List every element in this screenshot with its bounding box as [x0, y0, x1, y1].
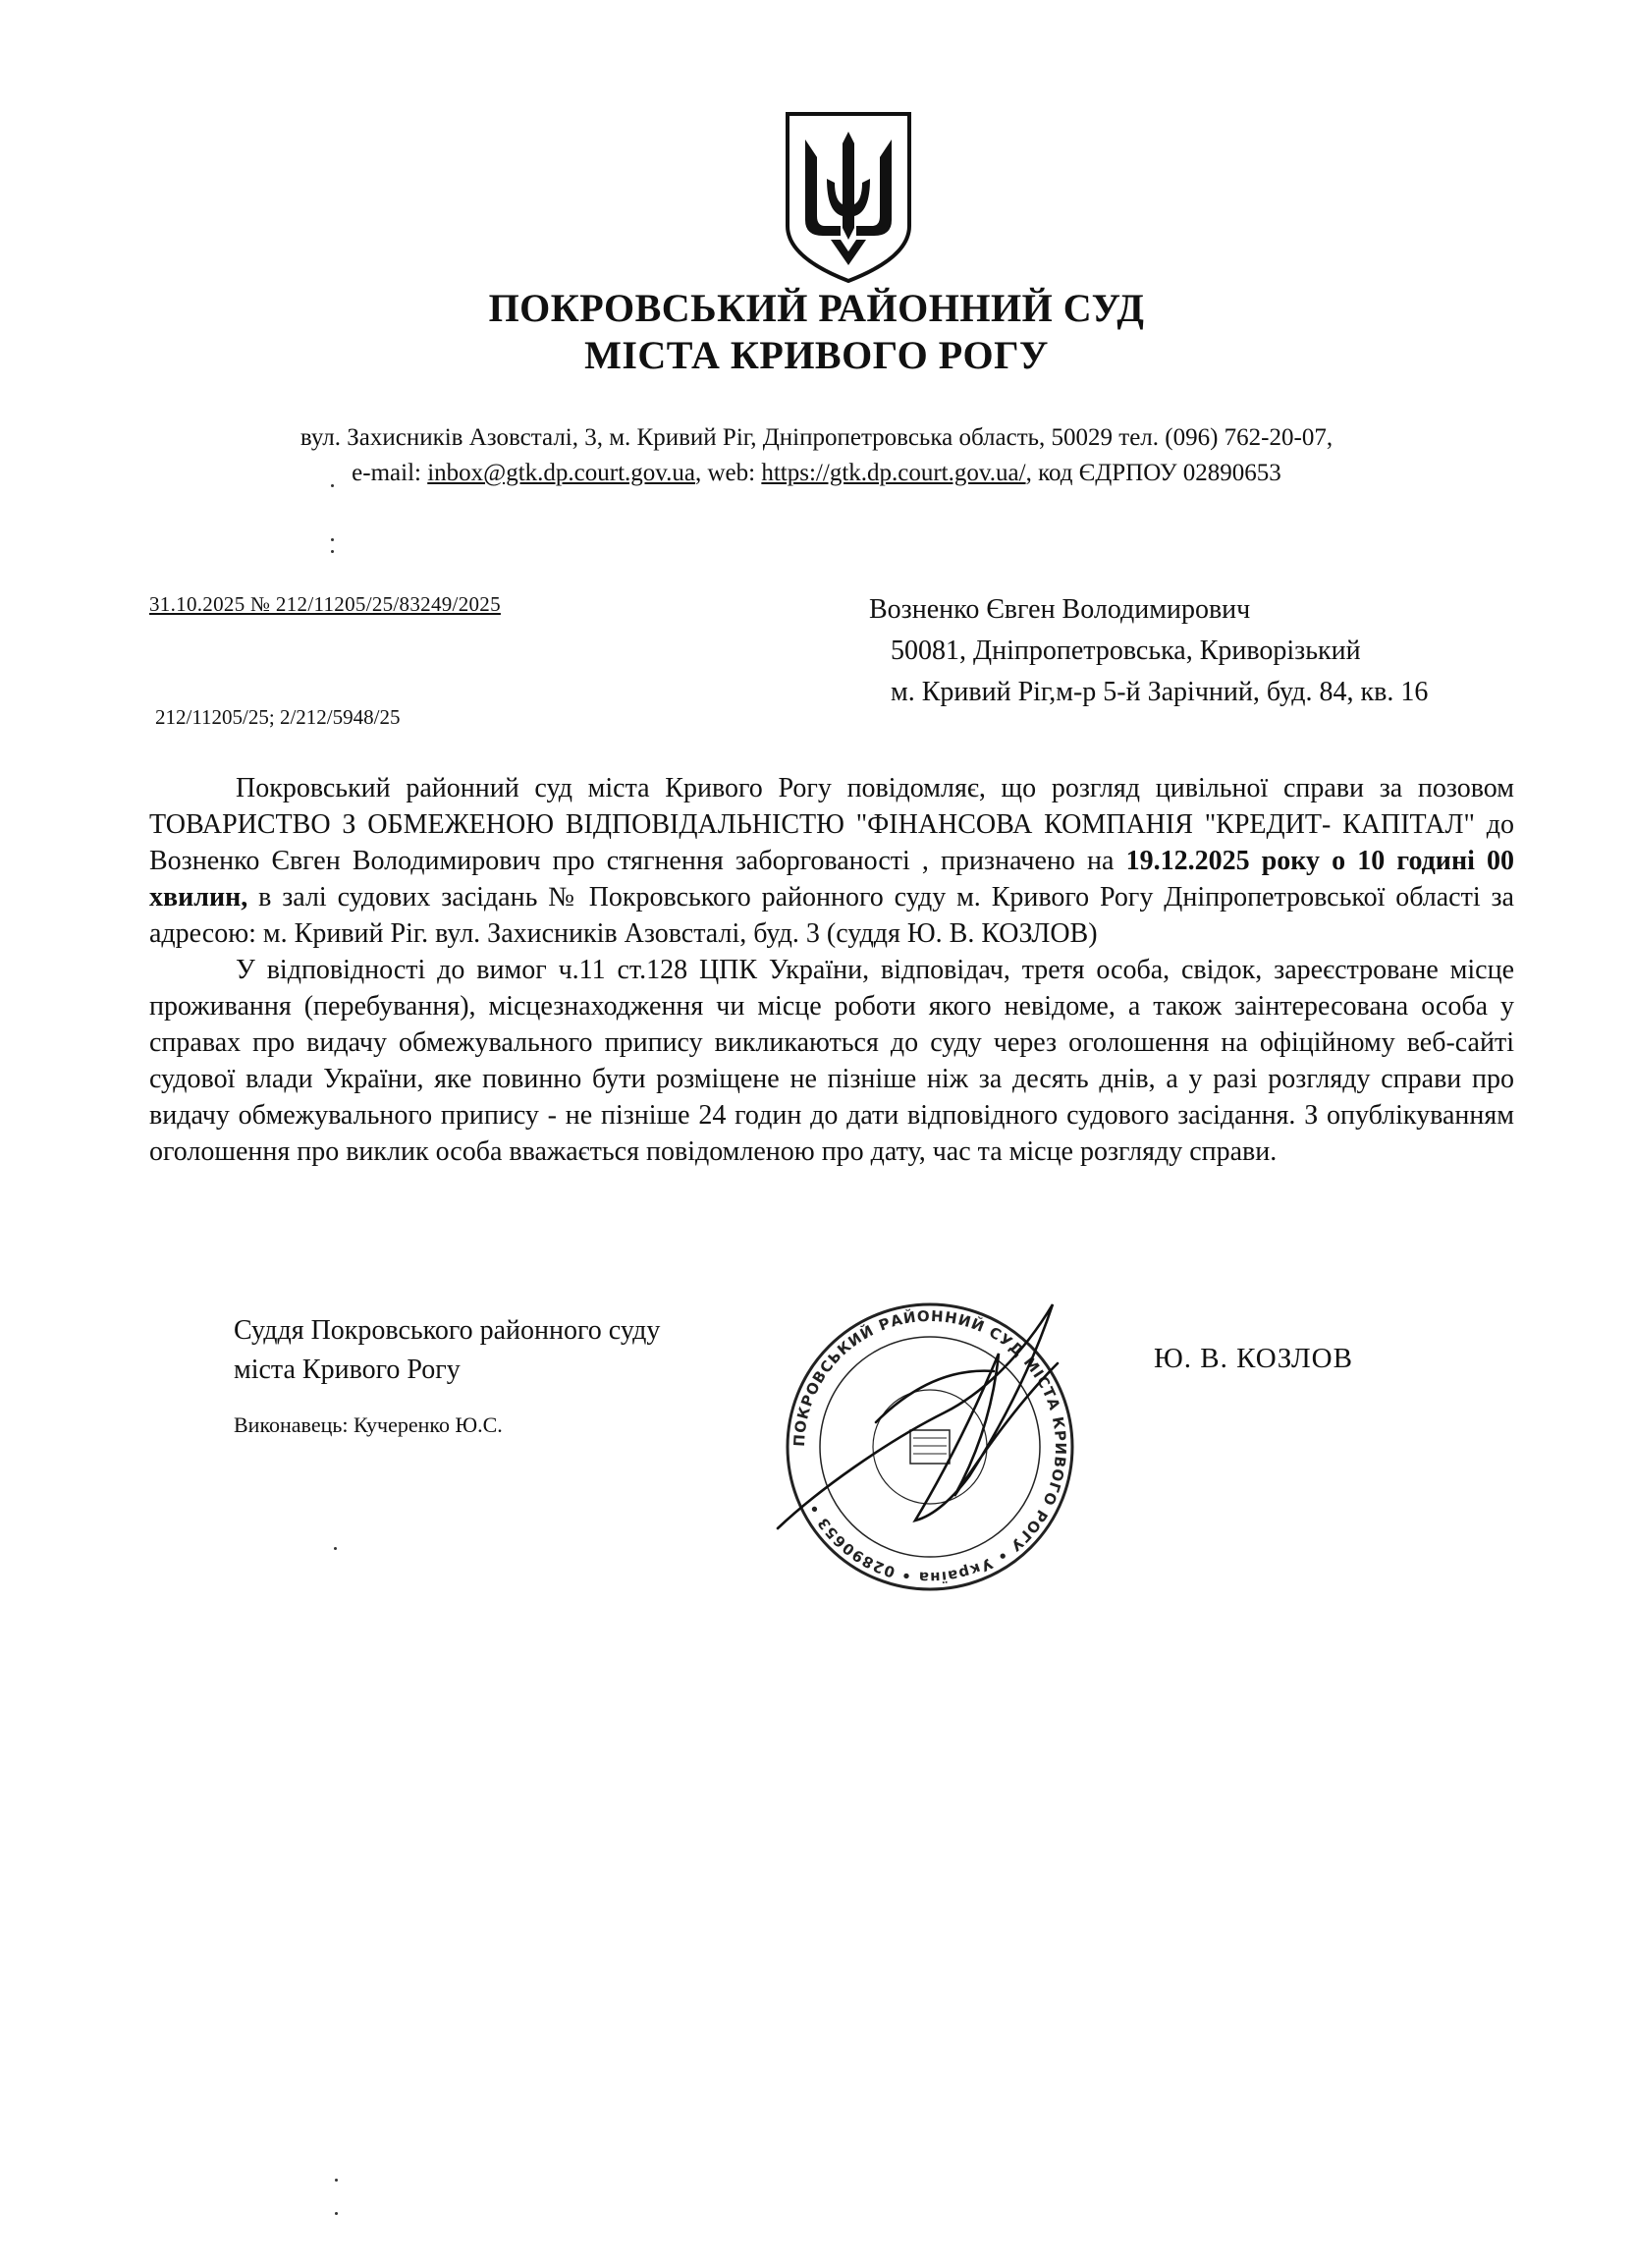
scan-dot	[335, 2212, 338, 2215]
trident-emblem-icon	[784, 110, 913, 285]
svg-text:ПОКРОВСЬКИЙ РАЙОННИЙ СУД МІСТА	[790, 1307, 1069, 1586]
judge-position	[234, 1311, 660, 1390]
notice-paragraph-1: Покровський районний суд міста Кривого Рогу повідомляє, що розгляд цивільної справи за позовом ТОВАРИСТВО З ОБМЕЖЕНОЮ ВІДПОВІДАЛЬНІСТЮ "ФІНАНСОВА КОМПАНІЯ "КРЕДИТ- КАПІТАЛ" до Возненко Євген Володимирович про стягнення заборгованості , призначено на 19.12.2025 року о 10 годині 00 хвилин, в залі судових засідань № Покровського районного суду м. Кривого Рогу Дніпропетровської області за адресою: м. Кривий Ріг. вул. Захисників Азовсталі, буд. 3 (суддя Ю. В. КОЗЛОВ)	[149, 773, 1514, 949]
scan-dot	[334, 1547, 337, 1550]
notice-paragraph-2: У відповідності до вимог ч.11 ст.128 ЦПК України, відповідач, третя особа, свідок, зареєстроване місце проживання (перебування), місцезнаходження чи місце роботи якого невідоме, а також заінтересована особа у справах про видачу обмежувального припису викликаються до суду через оголошення на офіційному веб-сайті судової влади України, яке повинно бути розміщене не пізніше ніж за десять днів, а у разі розгляду справи про видачу обмежувального припису - не пізніше 24 годин до дати відповідного судового засідання. З опублікуванням оголошення про виклик особа вважається повідомленою про дату, час та місце розгляду справи.	[149, 955, 1514, 1167]
edrpou-code: , код ЄДРПОУ 02890653	[1025, 460, 1281, 486]
scan-dot	[331, 484, 334, 487]
seal-text: ПОКРОВСЬКИЙ РАЙОННИЙ СУД МІСТА КРИВОГО РОГУ • Україна • 02890653 •	[789, 1306, 1070, 1587]
email-link[interactable]: inbox@gtk.dp.court.gov.ua	[427, 460, 695, 486]
web-link[interactable]: https://gtk.dp.court.gov.ua/	[761, 460, 1026, 486]
court-address: вул. Захисників Азовсталі, 3, м. Кривий Ріг, Дніпропетровська область, 50029 тел. (096) 762-20-07,	[299, 424, 1334, 451]
hearing-datetime: 19.12.2025 року о 10 годині 00 хвилин,	[149, 846, 1514, 913]
scan-dot	[331, 550, 334, 553]
court-contacts	[0, 456, 1633, 491]
judge-position-line1: Суддя Покровського районного суду	[234, 1315, 661, 1346]
addressee-block	[869, 589, 1428, 713]
judge-name: Ю. В. КОЗЛОВ	[1154, 1343, 1353, 1374]
letter-date-number: 31.10.2025 № 212/11205/25/83249/2025	[149, 592, 501, 616]
email-label: e-mail:	[352, 460, 428, 486]
judge-position-line2: міста Кривого Рогу	[234, 1355, 461, 1385]
scan-dot	[331, 538, 334, 541]
case-references: 212/11205/25; 2/212/5948/25	[155, 705, 401, 729]
addressee-address-line1: 50081, Дніпропетровська, Криворізький	[891, 636, 1361, 666]
executor-line: Виконавець: Кучеренко Ю.С.	[234, 1412, 503, 1437]
court-name-line2: МІСТА КРИВОГО РОГУ	[584, 333, 1049, 377]
addressee-name: Возненко Євген Володимирович	[869, 594, 1251, 625]
scan-dot	[335, 2179, 338, 2182]
web-label: , web:	[695, 460, 762, 486]
notice-body	[149, 770, 1514, 1170]
court-name-line1: ПОКРОВСЬКИЙ РАЙОННИЙ СУД	[488, 286, 1145, 330]
addressee-address-line2: м. Кривий Ріг,м-р 5-й Зарічний, буд. 84, кв. 16	[891, 677, 1429, 707]
court-seal-stamp	[758, 1295, 1102, 1599]
